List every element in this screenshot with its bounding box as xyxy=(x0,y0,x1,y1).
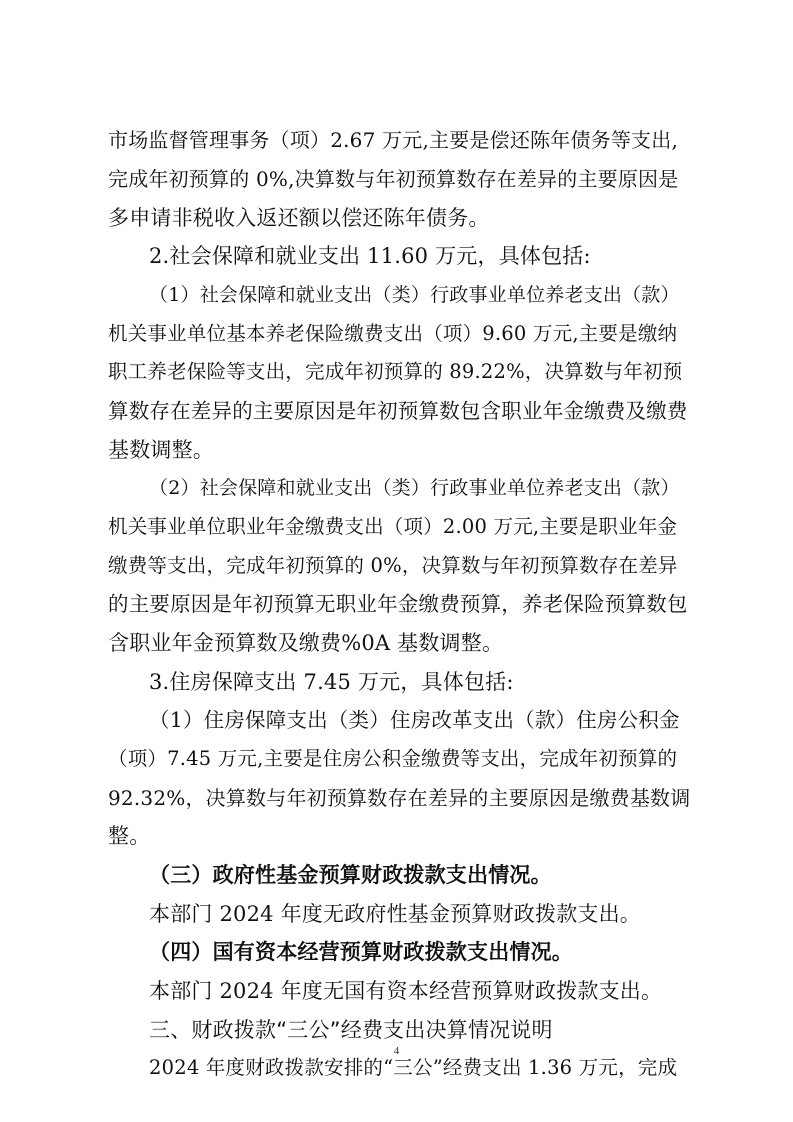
body-text-line: 整。 xyxy=(108,824,151,848)
body-text-line: 机关事业单位职业年金缴费支出（项）2.00 万元,主要是职业年金 xyxy=(108,515,678,538)
body-text-line: 算数存在差异的主要原因是年初预算数包含职业年金缴费及缴费 xyxy=(108,399,688,423)
body-text-line: （2）社会保障和就业支出（类）行政事业单位养老支出（款） xyxy=(149,477,680,499)
body-text-line: 多申请非税收入返还额以偿还陈年债务。 xyxy=(108,206,490,230)
body-text-line: 2024 年度财政拨款安排的“三公”经费支出 1.36 万元，完成 xyxy=(149,1056,678,1079)
section-item-title: 2.社会保障和就业支出 11.60 万元，具体包括: xyxy=(149,244,591,268)
body-text-line: 机关事业单位基本养老保险缴费支出（项）9.60 万元,主要是缴纳 xyxy=(108,322,678,345)
body-text-line: 含职业年金预算数及缴费%0A 基数调整。 xyxy=(108,631,504,655)
body-text-line: 92.32%，决算数与年初预算数存在差异的主要原因是缴费基数调 xyxy=(108,786,691,810)
body-text-line: 职工养老保险等支出，完成年初预算的 89.22%，决算数与年初预 xyxy=(108,360,683,383)
body-text-line: 完成年初预算的 0%,决算数与年初预算数存在差异的主要原因是 xyxy=(108,167,679,191)
chapter-heading: 三、财政拨款“三公”经费支出决算情况说明 xyxy=(149,1018,553,1042)
body-text-line: 本部门 2024 年度无政府性基金预算财政拨款支出。 xyxy=(149,902,641,926)
body-text-line: （项）7.45 万元,主要是住房公积金缴费等支出，完成年初预算的 xyxy=(108,747,678,770)
body-text-line: 的主要原因是年初预算无职业年金缴费预算，养老保险预算数包 xyxy=(108,592,688,616)
body-text-line: 市场监督管理事务（项）2.67 万元,主要是偿还陈年债务等支出, xyxy=(108,128,679,152)
section-heading: （三）政府性基金预算财政拨款支出情况。 xyxy=(149,863,552,887)
body-text-line: （1）住房保障支出（类）住房改革支出（款）住房公积金 xyxy=(149,708,680,732)
body-text-line: 缴费等支出，完成年初预算的 0%，决算数与年初预算数存在差异 xyxy=(108,554,678,577)
body-text-line: 本部门 2024 年度无国有资本经营预算财政拨款支出。 xyxy=(149,979,663,1003)
section-item-title: 3.住房保障支出 7.45 万元，具体包括: xyxy=(149,670,514,694)
section-heading: （四）国有资本经营预算财政拨款支出情况。 xyxy=(149,940,573,964)
body-text-line: 基数调整。 xyxy=(108,438,214,462)
body-text-line: （1）社会保障和就业支出（类）行政事业单位养老支出（款） xyxy=(149,284,680,306)
page-number: 4 xyxy=(393,1045,400,1057)
